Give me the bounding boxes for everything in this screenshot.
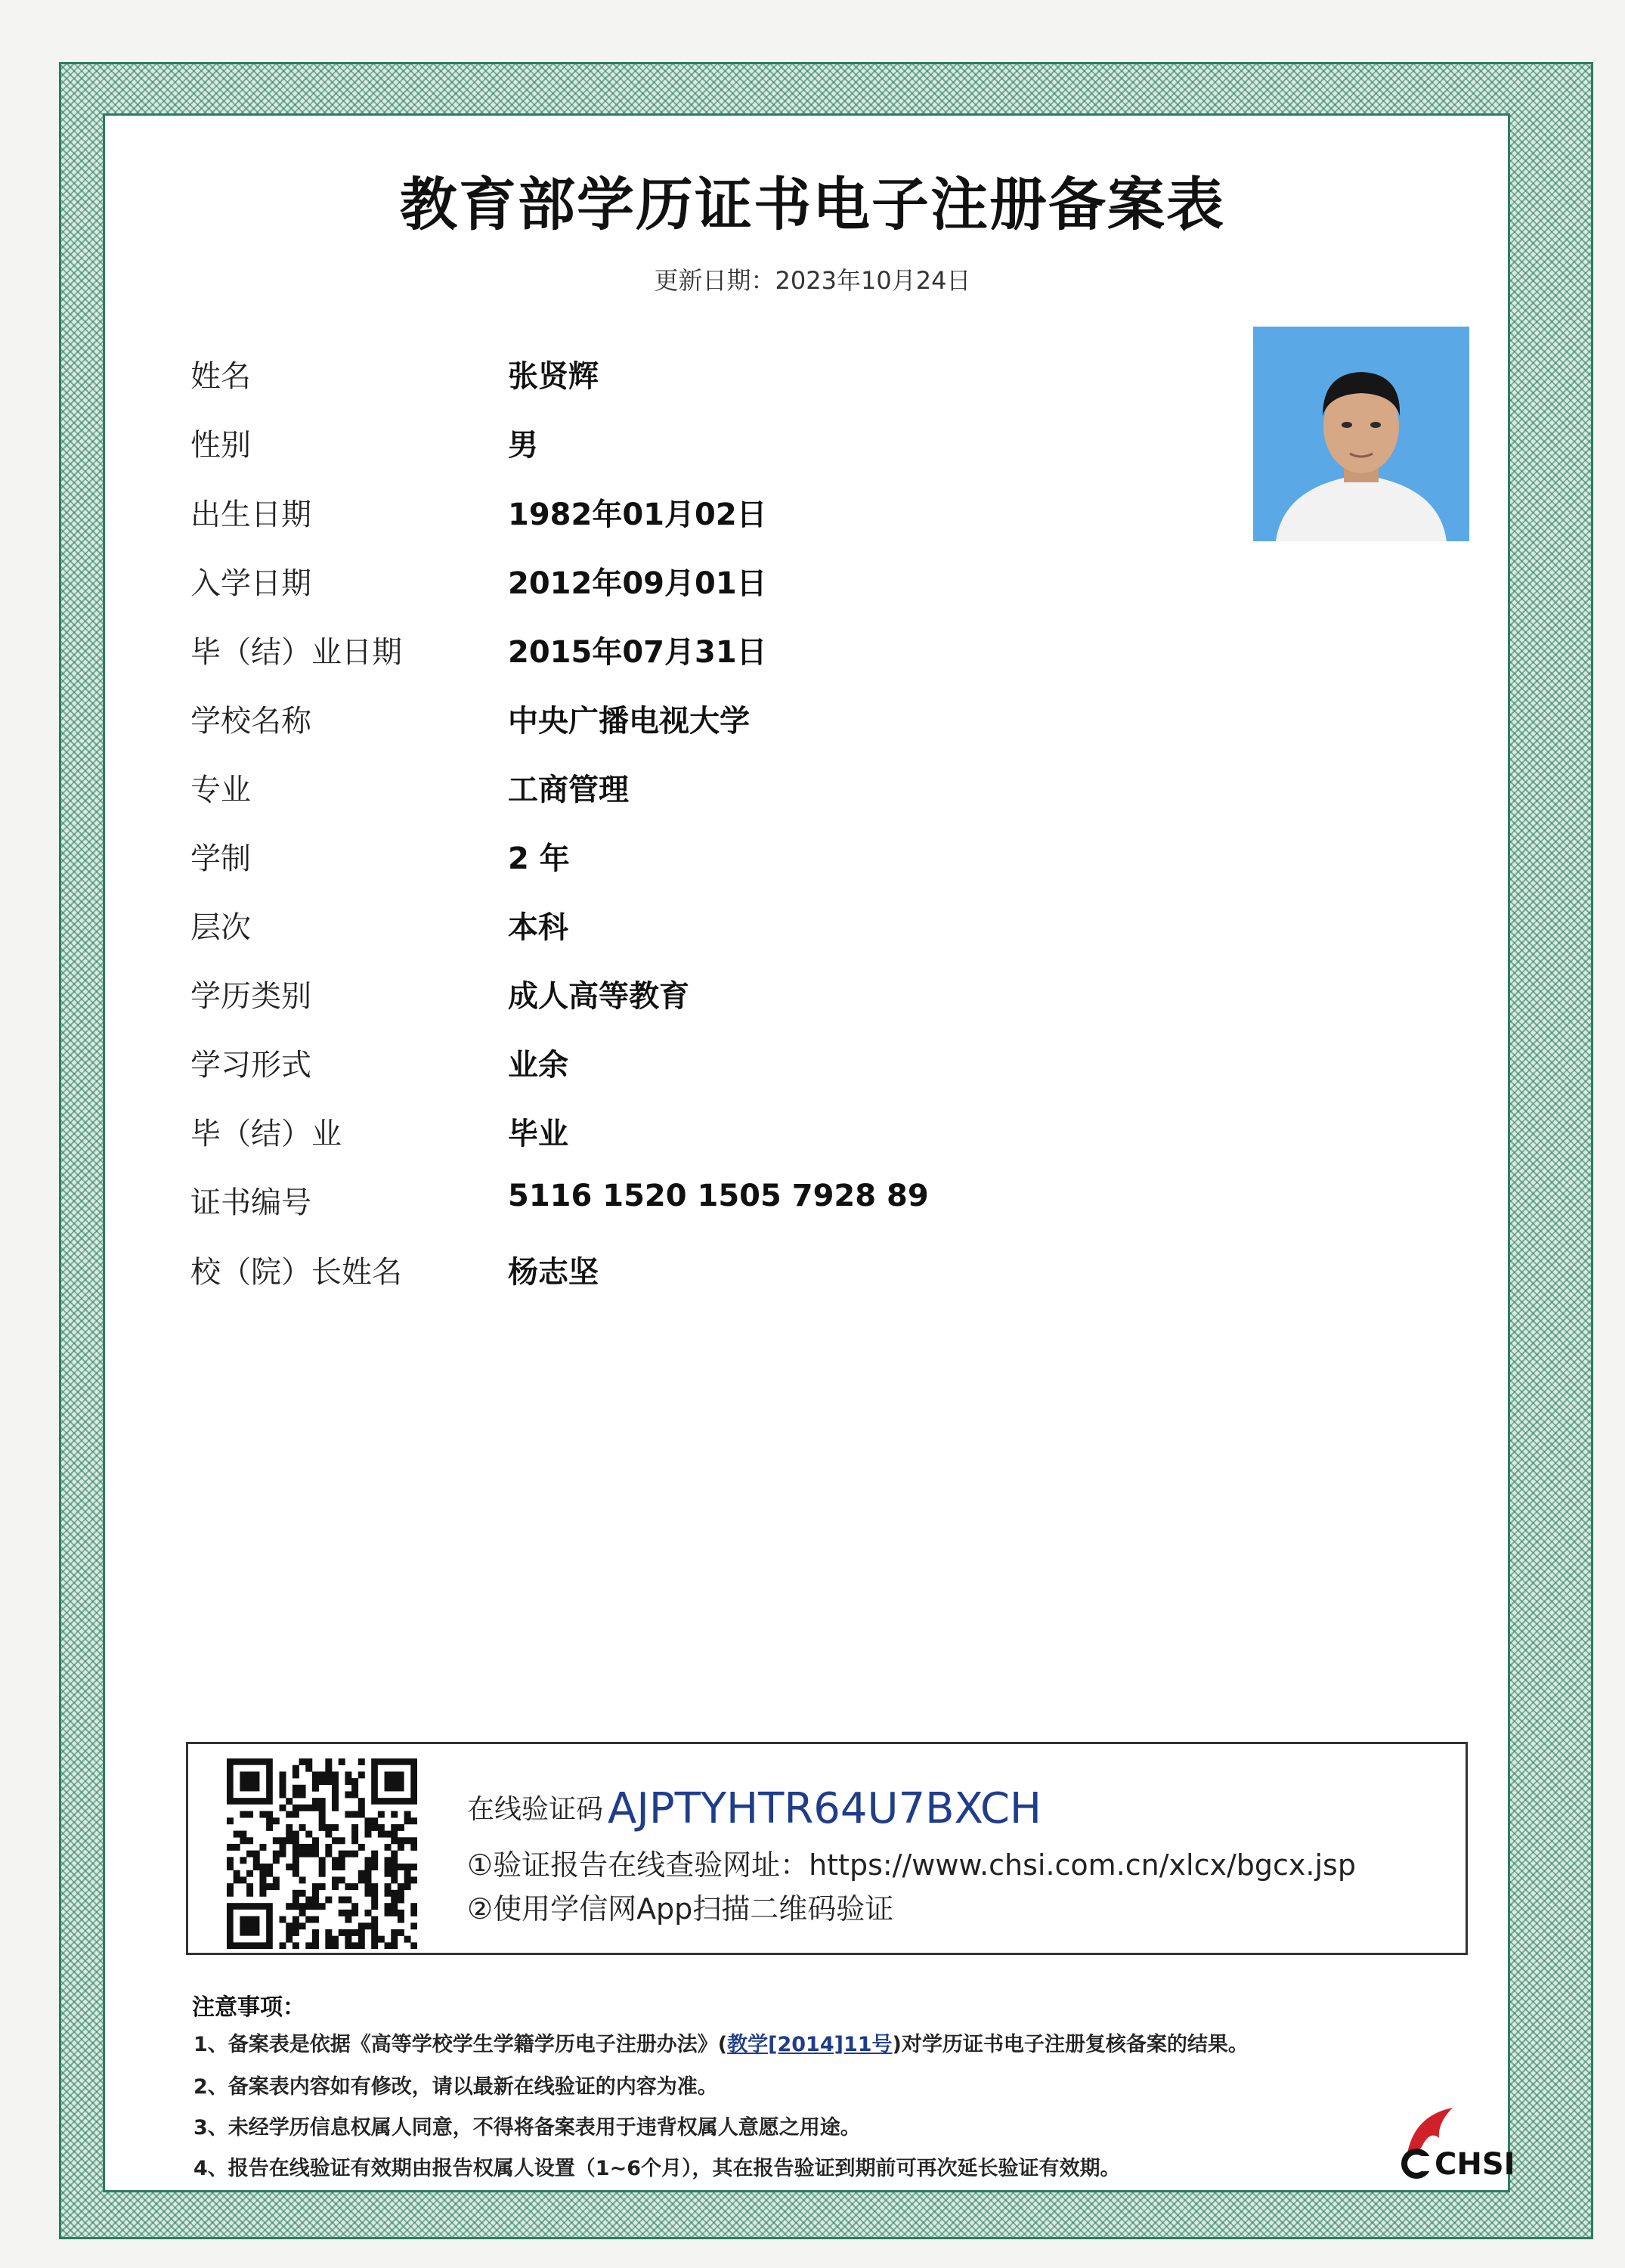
field-row-name [190,352,1097,398]
update-date: 更新日期：2023年10月24日 [654,266,971,295]
field-value: 2012年09月01日 [508,566,767,601]
field-value: 男 [508,428,538,463]
id-photo [1253,327,1469,541]
field-label: 校（院）长姓名 [190,1255,402,1290]
field-value: 杨志坚 [508,1255,599,1290]
field-row-major [190,766,1097,811]
regulation-link[interactable]: 教学[2014]11号 [727,2033,893,2056]
note-item-3: 3、未经学历信息权属人同意，不得将备案表用于违背权属人意愿之用途。 [193,2116,861,2139]
field-row-graduation-date [190,628,1097,674]
field-row-graduation-status [190,1110,1097,1155]
field-value: 2 年 [508,841,570,876]
field-value: 业余 [508,1048,568,1083]
field-row-birth-date [190,491,1097,536]
field-row-certificate-number [190,1179,1097,1224]
field-value: 中央广播电视大学 [508,704,750,739]
field-value: 1982年01月02日 [508,497,767,532]
field-label: 出生日期 [190,497,311,532]
verification-app-hint: ②使用学信网App扫描二维码验证 [467,1892,894,1926]
field-value: 5116 1520 1505 7928 89 [508,1179,929,1213]
verification-code-line [467,1784,1042,1833]
verification-code: AJPTYHTR64U7BXCH [608,1784,1042,1833]
field-label: 毕（结）业日期 [190,635,402,670]
field-value: 成人高等教育 [508,979,689,1014]
notes-title: 注意事项： [192,1994,305,2021]
field-label: 学校名称 [190,704,311,739]
field-row-education-type [190,972,1097,1018]
field-row-level [190,903,1097,949]
field-value: 本科 [508,910,568,945]
field-value: 毕业 [508,1117,568,1151]
field-label: 证书编号 [190,1185,311,1220]
note-text: 1、备案表是依据《高等学校学生学籍学历电子注册办法》( [193,2033,728,2056]
field-row-gender [190,421,1097,466]
field-label: 学历类别 [190,979,311,1014]
field-label: 学习形式 [190,1048,311,1083]
verification-code-label: 在线验证码 [467,1794,604,1825]
field-row-president-name [190,1248,1097,1294]
portrait-image [1253,327,1469,541]
field-row-school [190,697,1097,742]
field-label: 姓名 [190,359,251,394]
note-item-2: 2、备案表内容如有修改，请以最新在线验证的内容为准。 [193,2075,718,2099]
field-label: 层次 [190,910,251,945]
field-label: 学制 [190,841,251,876]
qr-code[interactable] [227,1758,417,1949]
verification-url: ①验证报告在线查验网址：https://www.chsi.com.cn/xlcx/bgcx.jsp [467,1848,1356,1882]
note-item-1 [193,2028,1249,2057]
chsi-logo-text: CHSI [1435,2147,1515,2182]
field-label: 专业 [190,773,251,807]
field-label: 性别 [190,428,251,463]
field-value: 工商管理 [508,773,629,807]
note-item-4: 4、报告在线验证有效期由报告权属人设置（1~6个月），其在报告验证到期前可再次延长验证有效期。 [193,2157,1121,2180]
field-value: 2015年07月31日 [508,635,767,670]
note-text: )对学历证书电子注册复核备案的结果。 [892,2033,1249,2056]
field-value: 张贤辉 [508,359,599,394]
field-row-duration [190,835,1097,880]
field-row-study-form [190,1041,1097,1086]
field-label: 入学日期 [190,566,311,601]
field-row-enroll-date [190,559,1097,605]
document-title: 教育部学历证书电子注册备案表 [400,171,1225,238]
field-label: 毕（结）业 [190,1117,342,1151]
